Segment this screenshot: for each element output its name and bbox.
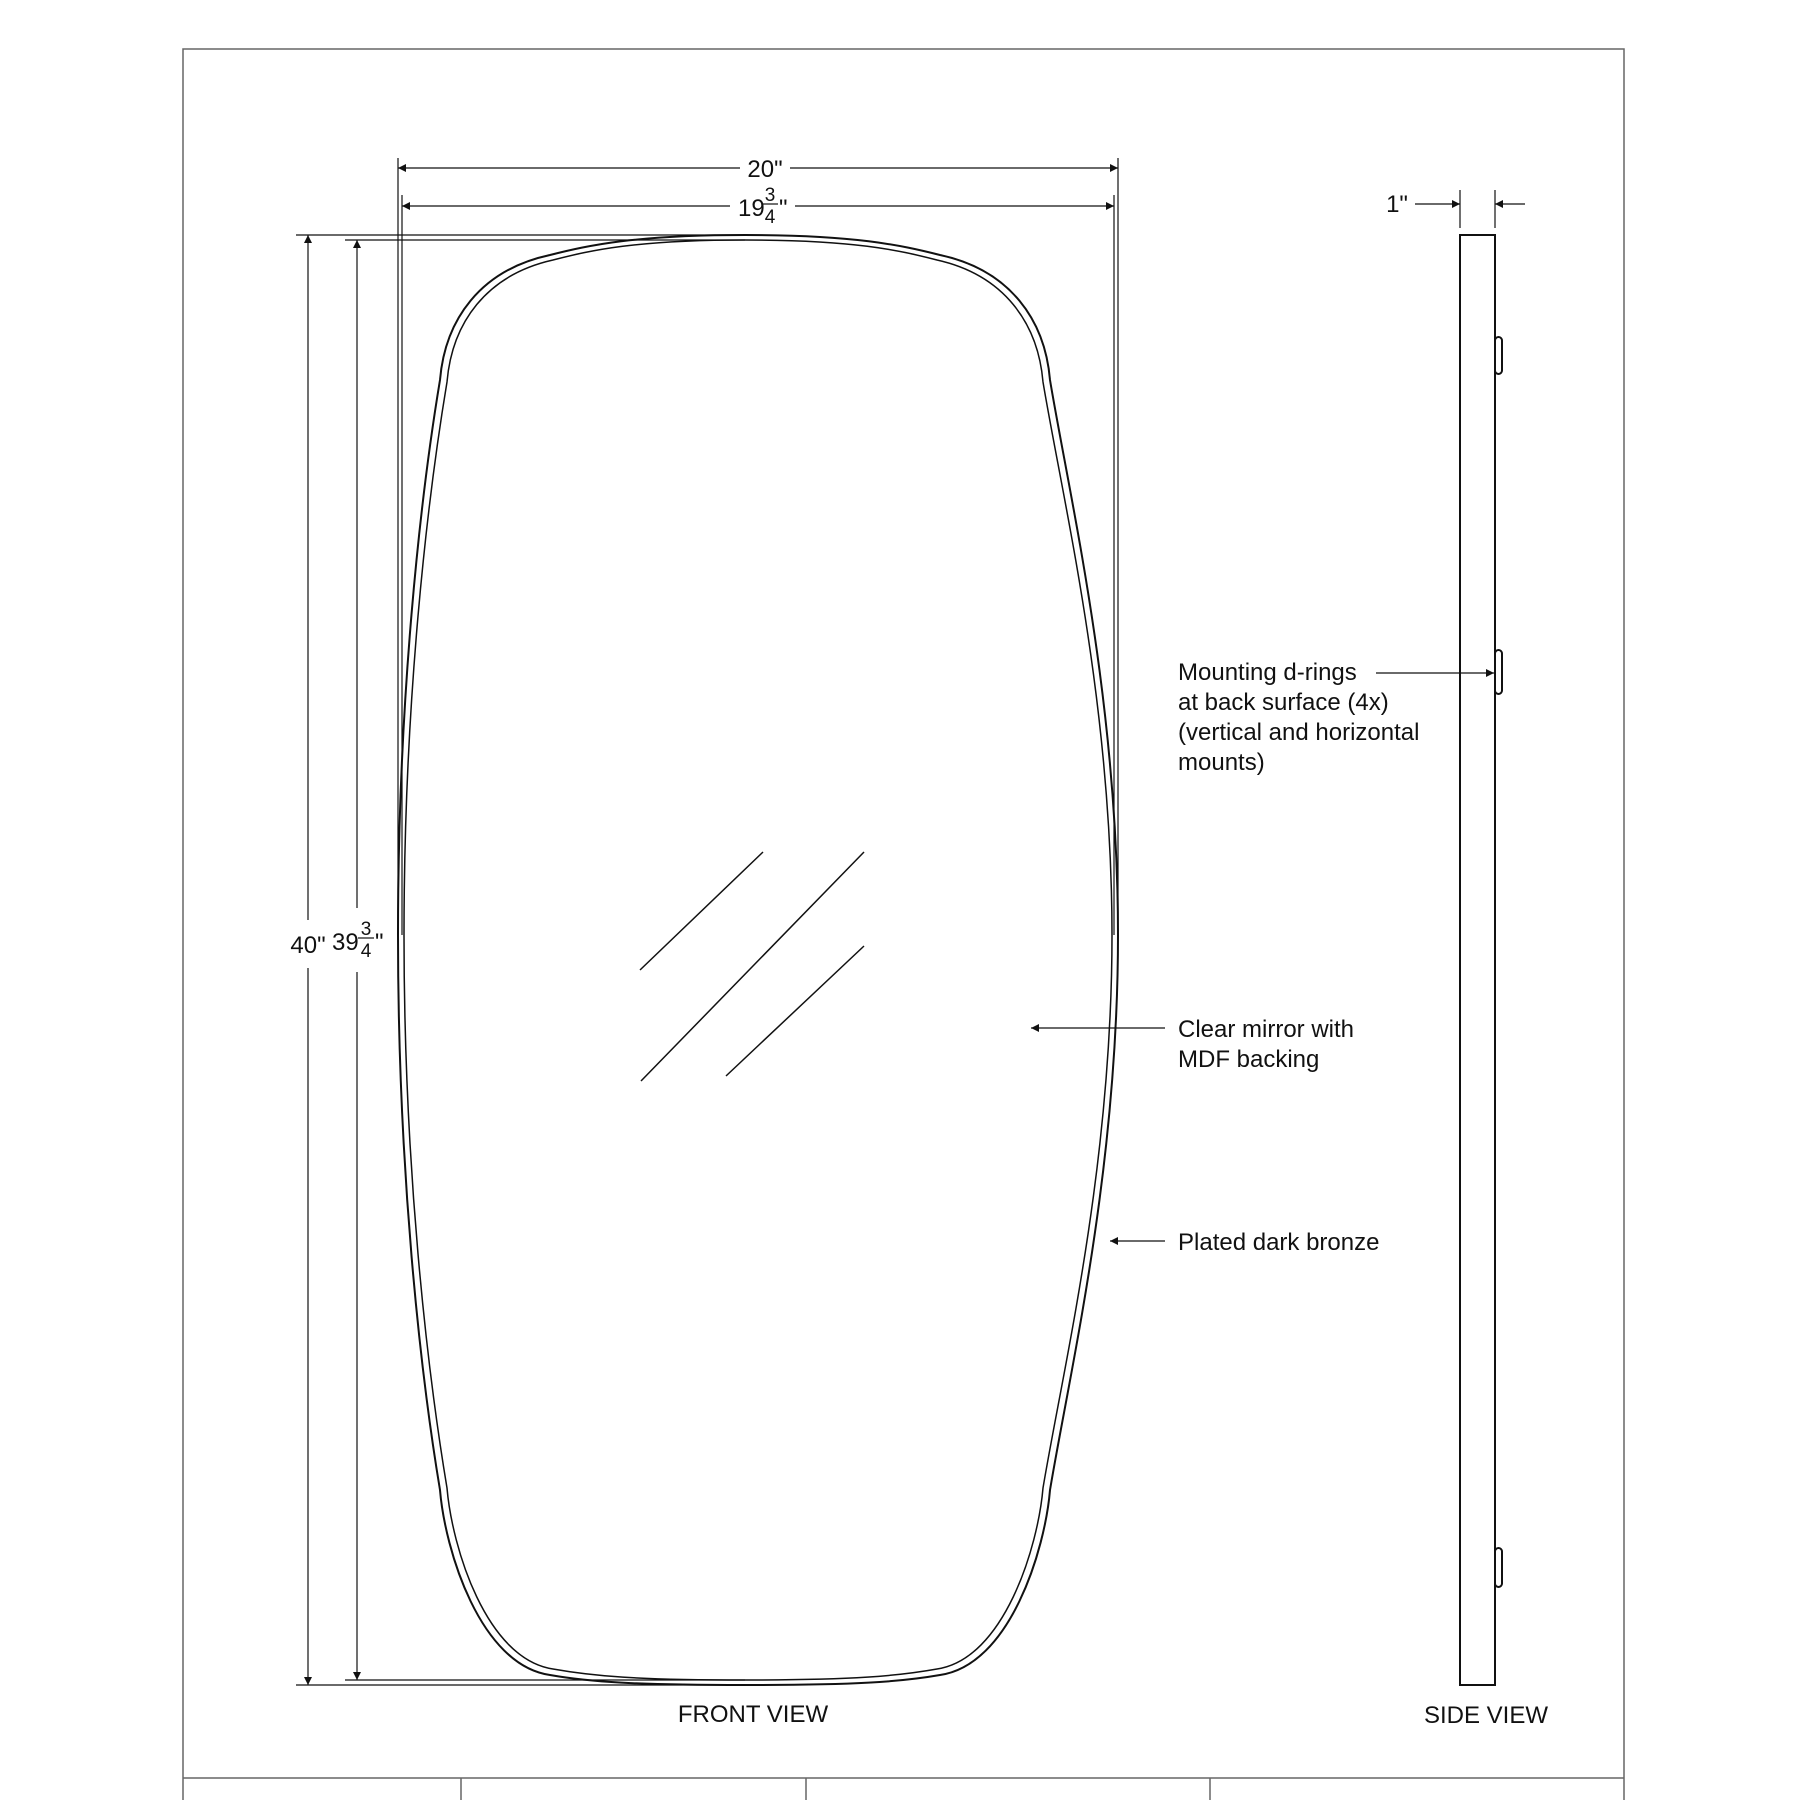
- d-ring: [1495, 1548, 1502, 1587]
- svg-text:19: 19: [738, 195, 765, 222]
- svg-text:3: 3: [764, 185, 776, 206]
- svg-text:": ": [375, 929, 384, 956]
- side-profile: [1460, 235, 1495, 1685]
- svg-text:": ": [779, 195, 788, 222]
- svg-text:mounts): mounts): [1178, 749, 1265, 776]
- svg-text:Clear mirror with: Clear mirror with: [1178, 1016, 1355, 1043]
- svg-text:Plated dark bronze: Plated dark bronze: [1178, 1229, 1380, 1256]
- svg-text:Mounting d-rings: Mounting d-rings: [1178, 659, 1357, 686]
- width-inner-label: [738, 185, 788, 228]
- callout-mirror: [1031, 1016, 1354, 1073]
- d-ring: [1495, 650, 1502, 694]
- svg-text:4: 4: [360, 941, 372, 962]
- svg-text:MDF backing: MDF backing: [1178, 1046, 1320, 1073]
- svg-text:4: 4: [764, 207, 776, 228]
- reflection-line: [641, 852, 864, 1081]
- svg-text:39: 39: [332, 929, 359, 956]
- d-ring: [1495, 337, 1502, 374]
- svg-text:(vertical and horizontal: (vertical and horizontal: [1178, 719, 1420, 746]
- height-outer-label: 40": [290, 932, 326, 959]
- front-view-label: FRONT VIEW: [677, 1701, 829, 1728]
- reflection-line: [726, 946, 864, 1076]
- callout-d-rings: [1178, 659, 1494, 776]
- svg-text:at back surface (4x): at back surface (4x): [1178, 689, 1389, 716]
- reflection-line: [640, 852, 763, 970]
- height-inner-label: [332, 919, 384, 962]
- front-view: [290, 156, 1118, 1728]
- depth-label: 1": [1386, 191, 1408, 218]
- svg-text:3: 3: [360, 919, 372, 940]
- callout-frame: [1110, 1229, 1379, 1256]
- side-view-label: SIDE VIEW: [1423, 1702, 1549, 1729]
- side-view: [1386, 190, 1548, 1729]
- sheet-border: [183, 49, 1624, 1800]
- width-outer-label: 20": [747, 156, 783, 183]
